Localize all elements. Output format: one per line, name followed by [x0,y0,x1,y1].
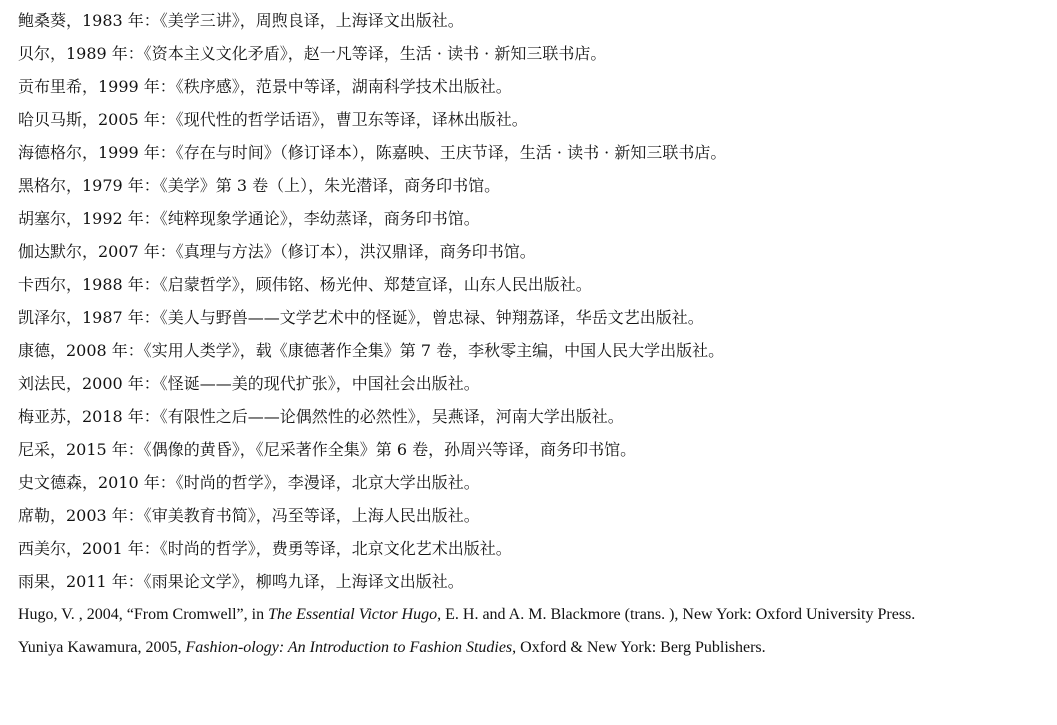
reference-entry: 尼采，2015 年：《偶像的黄昏》，《尼采著作全集》第 6 卷，孙周兴等译，商务印书馆。 [18,440,637,459]
reference-entry: 哈贝马斯，2005 年：《现代性的哲学话语》，曹卫东等译，译林出版社。 [18,110,528,129]
reference-entry: 鲍桑葵，1983 年：《美学三讲》，周煦良译，上海译文出版社。 [18,11,464,30]
reference-book-title: The Essential Victor Hugo [268,606,438,623]
reference-entry: 黑格尔，1979 年：《美学》第 3 卷（上），朱光潜译，商务印书馆。 [18,176,501,195]
reference-list [18,4,1040,664]
reference-entry: 凯泽尔，1987 年：《美人与野兽——文学艺术中的怪诞》，曾忠禄、钟翔荔译，华岳文艺出版社。 [18,308,704,327]
reference-entry: 海德格尔，1999 年：《存在与时间》（修订译本），陈嘉映、王庆节译，生活 · 读书 · 新知三联书店。 [18,143,727,162]
reference-entry-english [18,598,1040,631]
reference-entry: 梅亚苏，2018 年：《有限性之后——论偶然性的必然性》，吴燕译，河南大学出版社。 [18,407,624,426]
reference-entry: 雨果，2011 年：《雨果论文学》，柳鸣九译，上海译文出版社。 [18,572,464,591]
reference-entry: 胡塞尔，1992 年：《纯粹现象学通论》，李幼蒸译，商务印书馆。 [18,209,480,228]
reference-entry: 刘法民，2000 年：《怪诞——美的现代扩张》，中国社会出版社。 [18,374,480,393]
reference-entry: 伽达默尔，2007 年：《真理与方法》（修订本），洪汉鼎译，商务印书馆。 [18,242,536,261]
reference-text: Yuniya Kawamura, 2005, [18,639,186,656]
reference-entry: 康德，2008 年：《实用人类学》，载《康德著作全集》第 7 卷，李秋零主编，中国人民大学出版社。 [18,341,725,360]
reference-entry: 卡西尔，1988 年：《启蒙哲学》，顾伟铭、杨光仲、郑楚宣译，山东人民出版社。 [18,275,592,294]
reference-entry-english [18,631,1040,664]
reference-entry: 贝尔，1989 年：《资本主义文化矛盾》，赵一凡等译，生活 · 读书 · 新知三联书店。 [18,44,607,63]
reference-text: , E. H. and A. M. Blackmore (trans. ), New York: Oxford University Press. [437,606,916,623]
reference-text: Hugo, V. , 2004, “From Cromwell”, in [18,606,269,623]
reference-entry: 史文德森，2010 年：《时尚的哲学》，李漫译，北京大学出版社。 [18,473,480,492]
reference-entry: 席勒，2003 年：《审美教育书简》，冯至等译，上海人民出版社。 [18,506,480,525]
reference-entry: 西美尔，2001 年：《时尚的哲学》，费勇等译，北京文化艺术出版社。 [18,539,512,558]
reference-text: , Oxford & New York: Berg Publishers. [512,639,766,656]
reference-entry: 贡布里希，1999 年：《秩序感》，范景中等译，湖南科学技术出版社。 [18,77,512,96]
reference-book-title: Fashion-ology: An Introduction to Fashion Studies [185,639,513,656]
